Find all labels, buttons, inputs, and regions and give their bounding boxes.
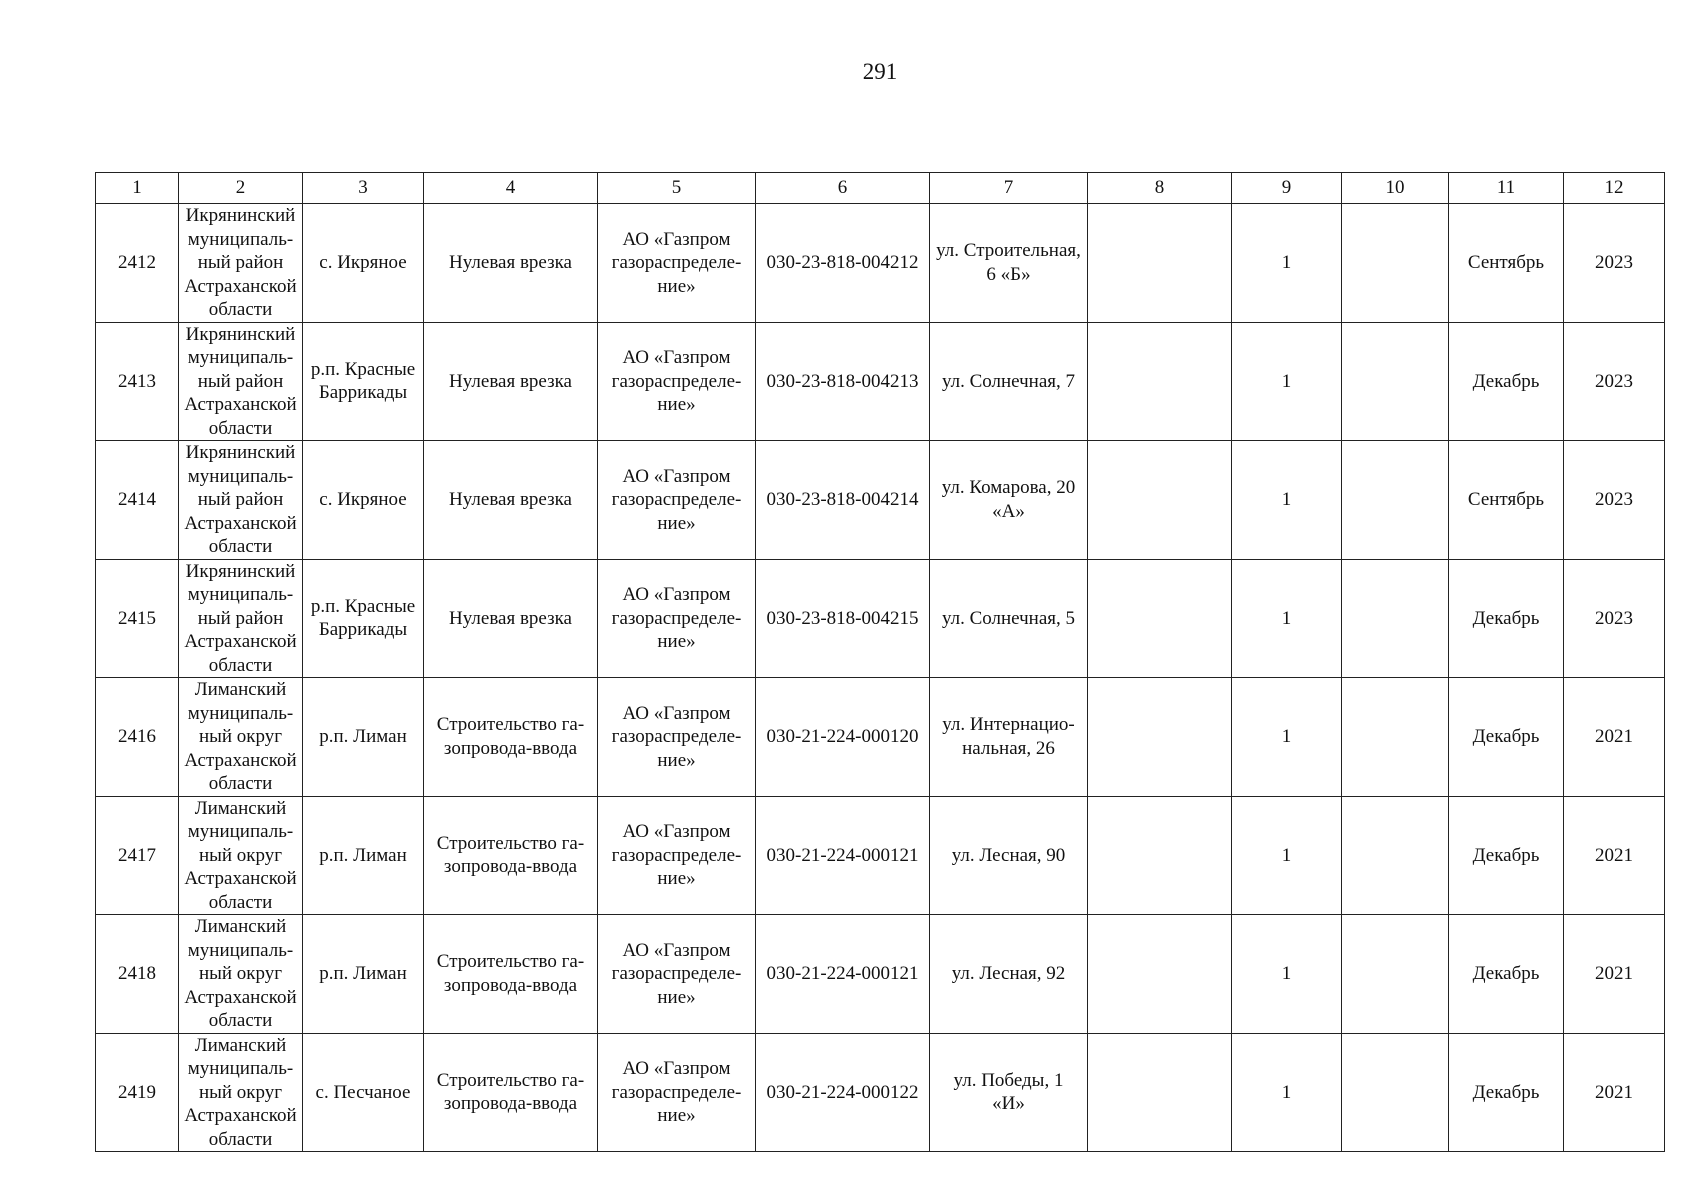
- settlement-cell: [303, 322, 424, 441]
- cell-text: Строительство га- зопровода-ввода: [436, 951, 585, 996]
- col10-cell: [1342, 678, 1449, 797]
- cell-text: 030-23-818-004214: [766, 489, 919, 510]
- settlement-cell: [303, 204, 424, 323]
- address-cell: [930, 678, 1088, 797]
- col8-cell: [1088, 204, 1232, 323]
- object-code-cell: [756, 915, 930, 1034]
- cell-text: 2021: [1595, 844, 1633, 866]
- cell-text: ул. Лесная, 92: [951, 963, 1066, 984]
- cell-text: ул. Победы, 1 «И»: [953, 1069, 1064, 1115]
- cell-text: 2417: [118, 844, 156, 866]
- cell-text: 1: [1281, 489, 1292, 510]
- cell-text: 2414: [118, 489, 156, 510]
- col8-cell: [1088, 1033, 1232, 1152]
- cell-text: АО «Газпром газораспределе- ние»: [611, 939, 742, 1008]
- cell-text: Сентябрь: [1467, 489, 1545, 510]
- district-cell: [179, 559, 303, 678]
- cell-text: Строительство га- зопровода-ввода: [436, 714, 585, 759]
- settlement-cell: [303, 915, 424, 1034]
- year-cell: [1564, 204, 1665, 323]
- cell-text: Строительство га- зопровода-ввода: [436, 1069, 585, 1115]
- address-cell: [930, 559, 1088, 678]
- cell-text: АО «Газпром газораспределе- ние»: [611, 228, 742, 297]
- organization-cell: [598, 559, 756, 678]
- column-header-11: 11: [1449, 173, 1564, 204]
- col8-cell: [1088, 915, 1232, 1034]
- cell-text: ул. Солнечная, 5: [941, 607, 1076, 629]
- column-header-9: 9: [1232, 173, 1342, 204]
- settlement-cell: [303, 678, 424, 797]
- cell-text: 030-21-224-000120: [766, 726, 919, 747]
- cell-text: ул. Строительная, 6 «Б»: [936, 240, 1081, 285]
- cell-text: АО «Газпром газораспределе- ние»: [611, 821, 742, 889]
- page-number: 291: [862, 59, 898, 84]
- object-code-cell: [756, 796, 930, 915]
- address-cell: [930, 796, 1088, 915]
- cell-text: 2023: [1595, 252, 1633, 273]
- settlement-cell: [303, 1033, 424, 1152]
- work-type-cell: [424, 1033, 598, 1152]
- cell-text: 1: [1281, 844, 1292, 866]
- column-header-4: 4: [424, 173, 598, 204]
- cell-text: 030-23-818-004213: [766, 370, 919, 392]
- settlement-cell: [303, 796, 424, 915]
- cell-text: 1: [1281, 370, 1292, 392]
- quantity-cell: [1232, 915, 1342, 1034]
- table-row: [96, 1033, 1665, 1152]
- cell-text: с. Икряное: [319, 252, 407, 273]
- quantity-cell: [1232, 796, 1342, 915]
- year-cell: [1564, 559, 1665, 678]
- cell-text: 030-21-224-000121: [766, 844, 919, 866]
- year-cell: [1564, 678, 1665, 797]
- col10-cell: [1342, 1033, 1449, 1152]
- cell-text: Декабрь: [1472, 1081, 1540, 1103]
- work-type-cell: [424, 322, 598, 441]
- district-cell: [179, 1033, 303, 1152]
- cell-text: АО «Газпром газораспределе- ние»: [611, 584, 742, 652]
- column-header-5: 5: [598, 173, 756, 204]
- row-number-cell: [96, 559, 179, 678]
- cell-text: Декабрь: [1472, 370, 1540, 392]
- object-code-cell: [756, 1033, 930, 1152]
- district-cell: [179, 322, 303, 441]
- table-row: [96, 559, 1665, 678]
- cell-text: Декабрь: [1472, 726, 1540, 747]
- work-type-cell: [424, 678, 598, 797]
- col10-cell: [1342, 441, 1449, 560]
- month-cell: [1449, 204, 1564, 323]
- organization-cell: [598, 796, 756, 915]
- cell-text: АО «Газпром газораспределе- ние»: [611, 347, 742, 415]
- cell-text: 2023: [1595, 370, 1633, 392]
- cell-text: 2021: [1595, 1081, 1633, 1103]
- object-code-cell: [756, 441, 930, 560]
- district-cell: [179, 915, 303, 1034]
- cell-text: 2415: [118, 607, 156, 629]
- col10-cell: [1342, 915, 1449, 1034]
- column-header-2: 2: [179, 173, 303, 204]
- district-cell: [179, 796, 303, 915]
- cell-text: Декабрь: [1472, 607, 1540, 629]
- row-number-cell: [96, 678, 179, 797]
- organization-cell: [598, 1033, 756, 1152]
- cell-text: Лиманский муниципаль- ный округ Астраханской области: [184, 797, 297, 913]
- cell-text: 030-21-224-000122: [766, 1081, 919, 1103]
- row-number-cell: [96, 915, 179, 1034]
- column-header-3: 3: [303, 173, 424, 204]
- col8-cell: [1088, 796, 1232, 915]
- column-header-1: 1: [96, 173, 179, 204]
- object-code-cell: [756, 322, 930, 441]
- col8-cell: [1088, 441, 1232, 560]
- cell-text: АО «Газпром газораспределе- ние»: [611, 465, 742, 534]
- organization-cell: [598, 678, 756, 797]
- cell-text: 030-21-224-000121: [766, 963, 919, 984]
- cell-text: Икрянинский муниципаль- ный район Астраханской области: [184, 323, 297, 439]
- table-row: [96, 441, 1665, 560]
- quantity-cell: [1232, 441, 1342, 560]
- table-row: [96, 796, 1665, 915]
- col10-cell: [1342, 559, 1449, 678]
- year-cell: [1564, 441, 1665, 560]
- cell-text: 2413: [118, 370, 156, 392]
- cell-text: Сентябрь: [1467, 252, 1545, 273]
- month-cell: [1449, 796, 1564, 915]
- table-row: [96, 322, 1665, 441]
- cell-text: Лиманский муниципаль- ный округ Астраханской области: [184, 679, 297, 794]
- cell-text: Лиманский муниципаль- ный округ Астраханской области: [184, 916, 297, 1031]
- object-code-cell: [756, 678, 930, 797]
- row-number-cell: [96, 441, 179, 560]
- row-number-cell: [96, 796, 179, 915]
- cell-text: 1: [1281, 1081, 1292, 1103]
- cell-text: 2419: [118, 1081, 156, 1103]
- column-header-7: 7: [930, 173, 1088, 204]
- cell-text: Строительство га- зопровода-ввода: [436, 832, 585, 878]
- year-cell: [1564, 915, 1665, 1034]
- month-cell: [1449, 322, 1564, 441]
- cell-text: АО «Газпром газораспределе- ние»: [611, 1058, 742, 1126]
- cell-text: с. Песчаное: [315, 1081, 411, 1103]
- cell-text: 1: [1281, 607, 1292, 629]
- district-cell: [179, 441, 303, 560]
- cell-text: 2412: [118, 252, 156, 273]
- month-cell: [1449, 915, 1564, 1034]
- organization-cell: [598, 322, 756, 441]
- work-type-cell: [424, 915, 598, 1034]
- cell-text: Икрянинский муниципаль- ный район Астраханской области: [184, 205, 297, 320]
- col10-cell: [1342, 796, 1449, 915]
- address-cell: [930, 322, 1088, 441]
- cell-text: Декабрь: [1472, 963, 1540, 984]
- cell-text: ул. Интернацио- нальная, 26: [942, 714, 1075, 759]
- settlement-cell: [303, 441, 424, 560]
- cell-text: Декабрь: [1472, 844, 1540, 866]
- col10-cell: [1342, 204, 1449, 323]
- table-header: [96, 173, 1665, 204]
- month-cell: [1449, 559, 1564, 678]
- cell-text: 030-23-818-004215: [766, 607, 919, 629]
- table-row: [96, 204, 1665, 323]
- cell-text: р.п. Красные Баррикады: [310, 358, 416, 404]
- year-cell: [1564, 322, 1665, 441]
- cell-text: Лиманский муниципаль- ный округ Астраханской области: [184, 1034, 297, 1150]
- month-cell: [1449, 441, 1564, 560]
- work-type-cell: [424, 204, 598, 323]
- month-cell: [1449, 1033, 1564, 1152]
- cell-text: р.п. Лиман: [319, 844, 407, 866]
- table-row: [96, 678, 1665, 797]
- cell-text: 1: [1281, 726, 1292, 747]
- cell-text: 030-23-818-004212: [766, 252, 919, 273]
- cell-text: ул. Комарова, 20 «А»: [941, 477, 1076, 522]
- district-cell: [179, 678, 303, 797]
- address-cell: [930, 1033, 1088, 1152]
- cell-text: АО «Газпром газораспределе- ние»: [611, 702, 742, 771]
- cell-text: 2023: [1595, 607, 1633, 629]
- organization-cell: [598, 915, 756, 1034]
- quantity-cell: [1232, 204, 1342, 323]
- cell-text: Икрянинский муниципаль- ный район Астраханской области: [184, 442, 297, 557]
- col10-cell: [1342, 322, 1449, 441]
- cell-text: 2021: [1595, 726, 1633, 747]
- cell-text: ул. Лесная, 90: [951, 844, 1066, 866]
- organization-cell: [598, 441, 756, 560]
- table-row: [96, 915, 1665, 1034]
- cell-text: 2023: [1595, 489, 1633, 510]
- cell-text: 2416: [118, 726, 156, 747]
- register-table: [95, 172, 1665, 1152]
- quantity-cell: [1232, 322, 1342, 441]
- work-type-cell: [424, 441, 598, 560]
- row-number-cell: [96, 204, 179, 323]
- address-cell: [930, 915, 1088, 1034]
- work-type-cell: [424, 559, 598, 678]
- cell-text: с. Икряное: [319, 489, 407, 510]
- col8-cell: [1088, 559, 1232, 678]
- row-number-cell: [96, 1033, 179, 1152]
- year-cell: [1564, 1033, 1665, 1152]
- cell-text: Нулевая врезка: [449, 370, 572, 392]
- cell-text: Нулевая врезка: [449, 489, 572, 510]
- object-code-cell: [756, 204, 930, 323]
- cell-text: Нулевая врезка: [449, 607, 572, 629]
- work-type-cell: [424, 796, 598, 915]
- cell-text: р.п. Лиман: [319, 963, 407, 984]
- cell-text: 2021: [1595, 963, 1633, 984]
- col8-cell: [1088, 678, 1232, 797]
- address-cell: [930, 204, 1088, 323]
- settlement-cell: [303, 559, 424, 678]
- column-header-8: 8: [1088, 173, 1232, 204]
- quantity-cell: [1232, 559, 1342, 678]
- column-header-12: 12: [1564, 173, 1665, 204]
- cell-text: Икрянинский муниципаль- ный район Астраханской области: [184, 560, 297, 676]
- cell-text: 1: [1281, 252, 1292, 273]
- year-cell: [1564, 796, 1665, 915]
- cell-text: Нулевая врезка: [449, 252, 572, 273]
- table-body: [96, 204, 1665, 1152]
- column-header-10: 10: [1342, 173, 1449, 204]
- quantity-cell: [1232, 678, 1342, 797]
- cell-text: р.п. Лиман: [319, 726, 407, 747]
- header-row: [96, 173, 1665, 204]
- month-cell: [1449, 678, 1564, 797]
- address-cell: [930, 441, 1088, 560]
- object-code-cell: [756, 559, 930, 678]
- cell-text: 2418: [118, 963, 156, 984]
- cell-text: 1: [1281, 963, 1292, 984]
- cell-text: р.п. Красные Баррикады: [310, 595, 416, 641]
- column-header-6: 6: [756, 173, 930, 204]
- row-number-cell: [96, 322, 179, 441]
- district-cell: [179, 204, 303, 323]
- quantity-cell: [1232, 1033, 1342, 1152]
- organization-cell: [598, 204, 756, 323]
- cell-text: ул. Солнечная, 7: [941, 370, 1076, 392]
- col8-cell: [1088, 322, 1232, 441]
